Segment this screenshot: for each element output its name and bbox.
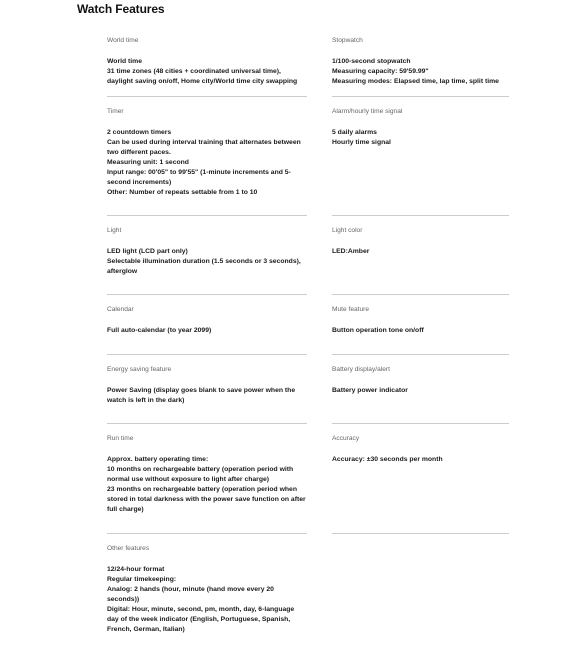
section-title: Accuracy: [332, 435, 360, 442]
feature-section: [332, 107, 509, 216]
section-body: [332, 386, 509, 396]
feature-section: [107, 305, 307, 355]
feature-line: 5 daily alarms: [332, 129, 377, 136]
feature-section: [107, 434, 307, 534]
section-body: [332, 326, 509, 336]
feature-line: Other: Number of repeats settable from 1 to 10: [107, 189, 258, 196]
feature-line: Selectable illumination duration (1.5 seconds or 3 seconds), afterglow: [107, 258, 301, 275]
feature-line: 10 months on rechargeable battery (operation period with normal use without exposure to light after charge): [107, 466, 294, 483]
feature-line: LED light (LCD part only): [107, 248, 188, 255]
feature-line: Digital: Hour, minute, second, pm, month, day, 6-language day of the week indicator (English, Portuguese, Spanish, French, German, Italian): [107, 606, 295, 633]
feature-line: Analog: 2 hands (hour, minute (hand move every 20 seconds)): [107, 586, 274, 603]
section-title: Timer: [107, 108, 124, 115]
section-body: [332, 128, 509, 148]
feature-line: Can be used during interval training that alternates between two different paces.: [107, 139, 301, 156]
feature-line: Button operation tone on/off: [332, 327, 424, 334]
feature-section: [107, 544, 307, 654]
section-body: [107, 326, 307, 336]
feature-line: 2 countdown timers: [107, 129, 172, 136]
feature-section: [332, 226, 509, 295]
feature-line: Power Saving (display goes blank to save power when the watch is left in the dark): [107, 387, 296, 404]
section-title: Battery display/alert: [332, 366, 390, 373]
feature-line: 1/100-second stopwatch: [332, 58, 411, 65]
section-body: [107, 247, 307, 277]
section-body: [107, 57, 307, 87]
feature-line: Approx. battery operating time:: [107, 456, 209, 463]
section-title: Calendar: [107, 306, 134, 313]
feature-line: Hourly time signal: [332, 139, 391, 146]
feature-section: [332, 365, 509, 424]
feature-line: Full auto-calendar (to year 2099): [107, 327, 212, 334]
feature-line: Battery power indicator: [332, 387, 408, 394]
section-body: [332, 247, 509, 257]
feature-section: [107, 226, 307, 295]
section-title: Energy saving feature: [107, 366, 172, 373]
feature-line: Input range: 00'05" to 99'55" (1-minute increments and 5-second increments): [107, 169, 291, 186]
feature-line: Accuracy: ±30 seconds per month: [332, 456, 443, 463]
section-body: [107, 455, 307, 515]
section-body: [107, 386, 307, 406]
section-body: [107, 565, 307, 635]
section-title: Alarm/hourly time signal: [332, 108, 403, 115]
section-title: Other features: [107, 545, 150, 552]
feature-line: Measuring modes: Elapsed time, lap time, split time: [332, 78, 499, 85]
feature-line: LED:Amber: [332, 248, 370, 255]
feature-section: [107, 36, 307, 97]
section-body: [332, 57, 509, 87]
features-right-column: [332, 36, 509, 544]
feature-line: 23 months on rechargeable battery (operation period when stored in total darkness with the power save function on after full charge): [107, 486, 306, 513]
section-title: Run time: [107, 435, 134, 442]
feature-section: [332, 434, 509, 534]
section-title: Mute feature: [332, 306, 370, 313]
section-title: World time: [107, 37, 139, 44]
features-left-column: [107, 36, 307, 664]
feature-section: [332, 36, 509, 97]
feature-line: 31 time zones (48 cities + coordinated universal time), daylight saving on/off, Home city/World time city swapping: [107, 68, 298, 85]
feature-section: [107, 107, 307, 216]
feature-line: Regular timekeeping:: [107, 576, 177, 583]
feature-section: [107, 365, 307, 424]
feature-section: [332, 305, 509, 355]
section-title: Stopwatch: [332, 37, 363, 44]
feature-line: Measuring capacity: 59'59.99": [332, 68, 429, 75]
feature-line: Measuring unit: 1 second: [107, 159, 189, 166]
section-body: [107, 128, 307, 198]
feature-line: World time: [107, 58, 142, 65]
page-title: Watch Features: [77, 2, 165, 16]
section-title: Light color: [332, 227, 363, 234]
feature-line: 12/24-hour format: [107, 566, 165, 573]
section-body: [332, 455, 509, 465]
section-title: Light: [107, 227, 122, 234]
